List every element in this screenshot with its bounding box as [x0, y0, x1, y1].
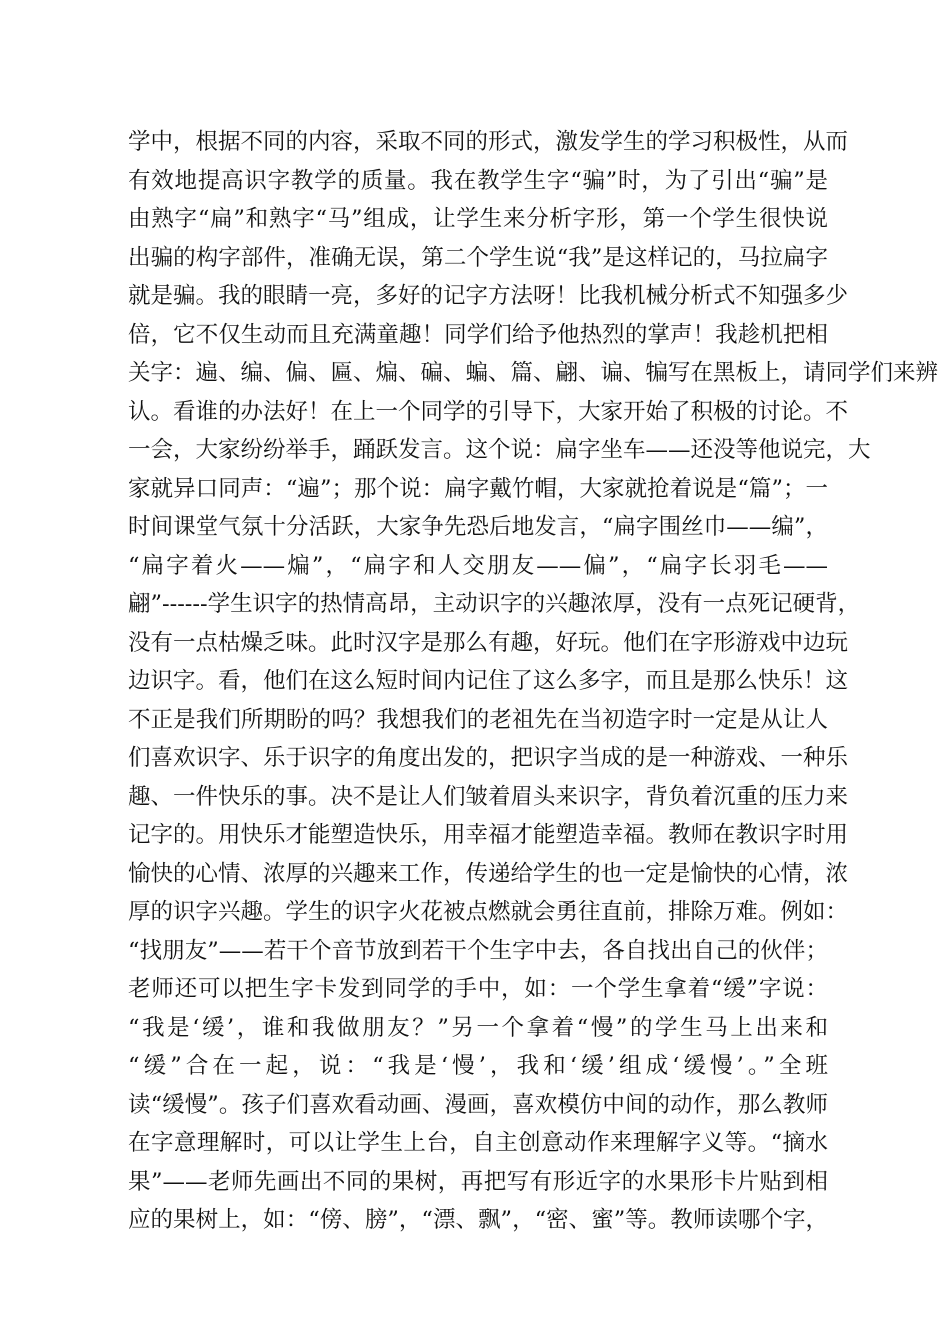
text-line: 趣、一件快乐的事。决不是让人们皱着眉头来识字，背负着沉重的压力来: [128, 783, 849, 810]
text-line: 倍，它不仅生动而且充满童趣！同学们给予他热烈的掌声！我趁机把相: [128, 321, 828, 348]
text-line: 一会，大家纷纷举手，踊跃发言。这个说：扁字坐车——还没等他说完，大: [128, 437, 871, 463]
text-line: 们喜欢识字、乐于识字的角度出发的，把识字当成的是一种游戏、一种乐: [128, 745, 849, 771]
text-line: 就是骗。我的眼睛一亮，多好的记字方法呀！比我机械分析式不知强多少: [128, 283, 849, 309]
text-line: 在字意理解时，可以让学生上台，自主创意动作来理解字义等。“摘水: [128, 1130, 828, 1156]
text-line: 学中，根据不同的内容，采取不同的形式，激发学生的学习积极性，从而: [128, 129, 849, 155]
text-line: 有效地提高识字教学的质量。我在教学生字“骗”时，为了引出“骗”是: [128, 167, 828, 194]
body-text: [128, 123, 939, 1240]
text-line: “扁字着火——煸”，“扁字和人交朋友——偏”，“扁字长羽毛——: [128, 552, 828, 579]
text-line: 认。看谁的办法好！在上一个同学的引导下，大家开始了积极的讨论。不: [128, 398, 849, 425]
text-line: 果”——老师先画出不同的果树，再把写有形近字的水果形卡片贴到相: [128, 1168, 828, 1195]
text-line: 家就异口同声：“遍”；那个说：扁字戴竹帽，大家就抢着说是“篇”；一: [128, 475, 828, 502]
text-line: 没有一点枯燥乏味。此时汉字是那么有趣，好玩。他们在字形游戏中边玩: [128, 629, 849, 656]
text-line: 记字的。用快乐才能塑造快乐，用幸福才能塑造幸福。教师在教识字时用: [128, 822, 849, 848]
text-line: 由熟字“扁”和熟字“马”组成，让学生来分析字形，第一个学生很快说: [128, 206, 828, 232]
text-line: 翩”------学生识字的热情高昂，主动识字的兴趣浓厚，没有一点死记硬背，: [128, 591, 861, 617]
text-line: 读“缓慢”。孩子们喜欢看动画、漫画，喜欢模仿中间的动作，那么教师: [128, 1091, 828, 1118]
text-line: 应的果树上，如：“傍、膀”，“漂、飘”，“密、蜜”等。教师读哪个字，: [128, 1207, 828, 1233]
text-line: “缓”合在一起，说：“我是‘慢’，我和‘缓’组成‘缓慢’。”全班: [128, 1053, 828, 1079]
text-line: “我是‘缓’，谁和我做朋友？”另一个拿着“慢”的学生马上出来和: [128, 1014, 828, 1041]
text-line: 不正是我们所期盼的吗？我想我们的老祖先在当初造字时一定是从让人: [128, 706, 828, 733]
text-line: 出骗的构字部件，准确无误，第二个学生说“我”是这样记的，马拉扁字: [128, 244, 828, 271]
text-line: 愉快的心情、浓厚的兴趣来工作，传递给学生的也一定是愉快的心情，浓: [128, 860, 849, 887]
text-line: 关字：遍、编、偏、匾、煸、碥、蝙、篇、翩、谝、犏写在黑板上，请同学们来辨: [128, 360, 939, 386]
text-line: 边识字。看，他们在这么短时间内记住了这么多字，而且是那么快乐！这: [128, 668, 849, 694]
text-line: 时间课堂气氛十分活跃，大家争先恐后地发言，“扁字围丝巾——编”，: [128, 514, 828, 540]
text-line: “找朋友”——若干个音节放到若干个生字中去，各自找出自己的伙伴；: [128, 937, 828, 964]
text-line: 厚的识字兴趣。学生的识字火花被点燃就会勇往直前，排除万难。例如：: [128, 899, 849, 925]
text-line: 老师还可以把生字卡发到同学的手中，如：一个学生拿着“缓”字说：: [128, 976, 828, 1002]
